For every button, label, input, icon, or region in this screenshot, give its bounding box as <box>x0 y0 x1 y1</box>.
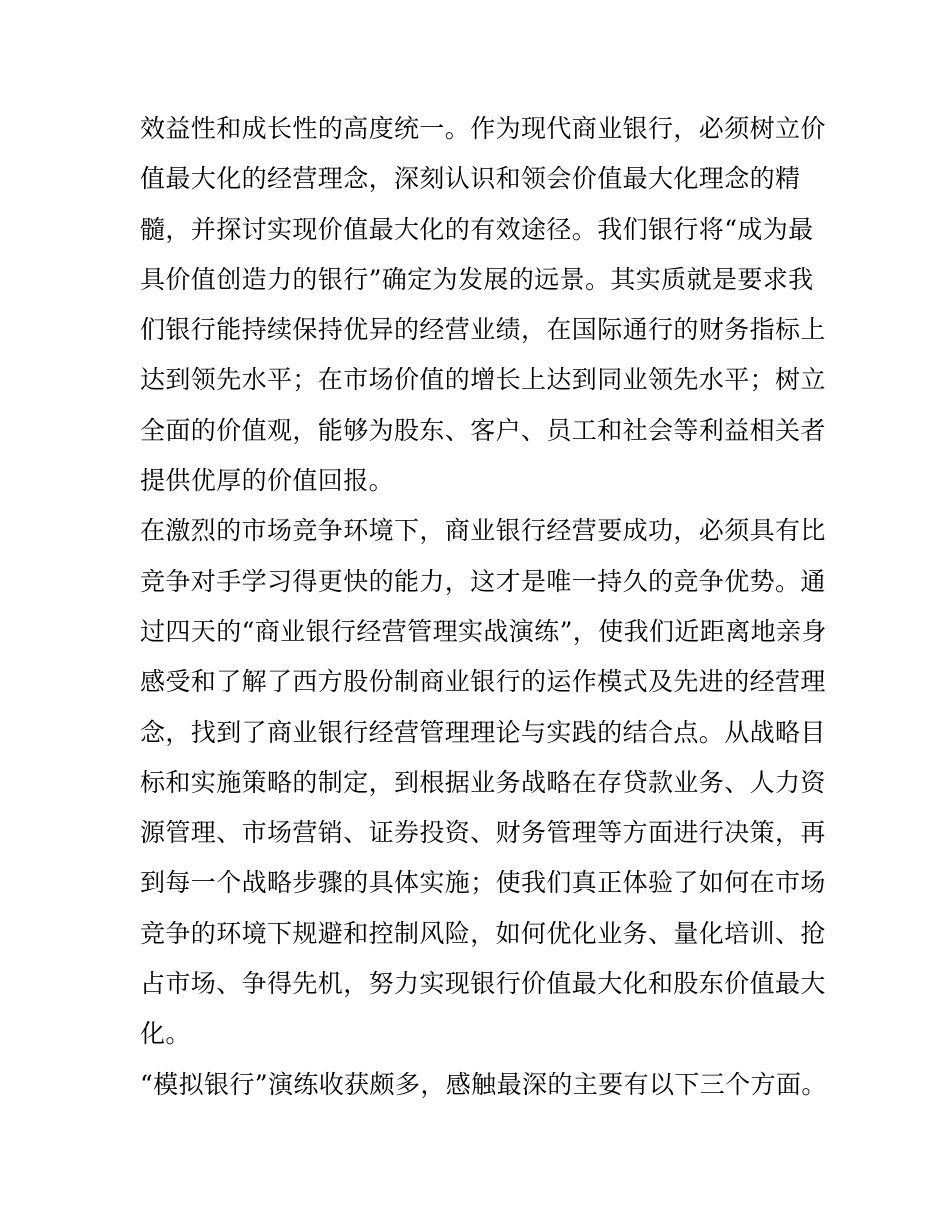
text-line: 效益性和成长性的高度统一。作为现代商业银行，必须树立价 <box>140 114 826 143</box>
paragraph-2 <box>140 506 827 1059</box>
text-line: 具价值创造力的银行”确定为发展的远景。其实质就是要求我 <box>140 264 814 294</box>
text-line: 竞争的环境下规避和控制风险，如何优化业务、量化培训、抢 <box>140 918 826 948</box>
text-line: 占市场、争得先机，努力实现银行价值最大化和股东价值最大 <box>140 969 826 999</box>
text-line: 提供优厚的价值回报。 <box>140 466 395 496</box>
text-line: 值最大化的经营理念，深刻认识和领会价值最大化理念的精 <box>140 164 801 194</box>
text-line: 化。 <box>140 1019 191 1049</box>
text-line: 在激烈的市场竞争环境下，商业银行经营要成功，必须具有比 <box>140 516 826 546</box>
paragraph-3 <box>140 1060 827 1110</box>
body-text <box>140 104 827 1110</box>
text-line: 竞争对手学习得更快的能力，这才是唯一持久的竞争优势。通 <box>140 566 826 596</box>
paragraph-1 <box>140 104 826 506</box>
text-line: 髓，并探讨实现价值最大化的有效途径。我们银行将“成为最 <box>140 214 814 244</box>
text-line: 感受和了解了西方股份制商业银行的运作模式及先进的经营理 <box>140 667 826 697</box>
text-line: 过四天的“商业银行经营管理实战演练”，使我们近距离地亲身 <box>140 616 827 646</box>
text-line: 标和实施策略的制定，到根据业务战略在存贷款业务、人力资 <box>140 767 826 797</box>
text-line: 念，找到了商业银行经营管理理论与实践的结合点。从战略目 <box>140 717 826 747</box>
text-line: 到每一个战略步骤的具体实施；使我们真正体验了如何在市场 <box>140 868 826 898</box>
text-line: 源管理、市场营销、证券投资、财务管理等方面进行决策，再 <box>140 818 826 848</box>
text-line: 们银行能持续保持优异的经营业绩，在国际通行的财务指标上 <box>140 315 826 345</box>
text-line: 达到领先水平；在市场价值的增长上达到同业领先水平；树立 <box>140 365 826 395</box>
text-line: “模拟银行”演练收获颇多，感触最深的主要有以下三个方面。 <box>140 1069 827 1099</box>
text-line: 全面的价值观，能够为股东、客户、员工和社会等利益相关者 <box>140 415 826 445</box>
